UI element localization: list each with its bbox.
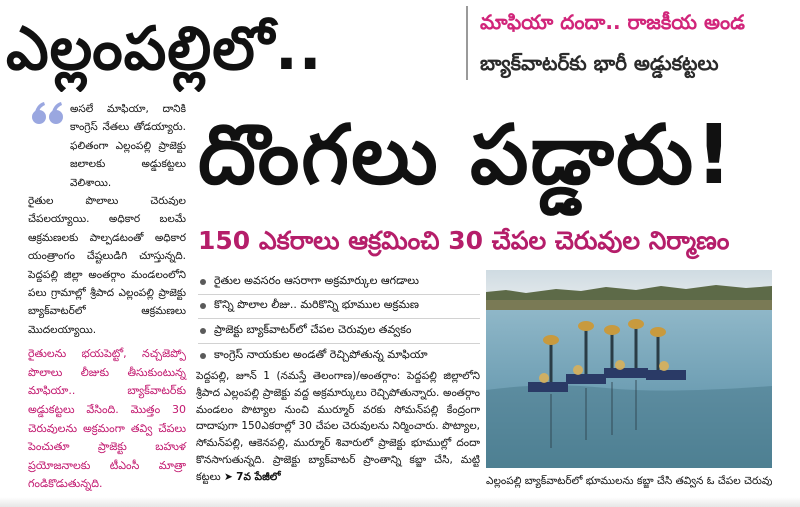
headline-line1: ఎల్లంపల్లిలో.. <box>6 14 323 84</box>
subheadline: బ్యాక్‌వాటర్‌కు భారీ అడ్డుకట్టలు <box>480 51 719 75</box>
bullet-dot-icon <box>200 353 206 359</box>
bullet-text: రైతుల అవసరం ఆసరాగా అక్రమార్కుల ఆగడాలు <box>214 273 419 287</box>
bullet-list <box>198 270 480 370</box>
bullet-item <box>198 344 480 369</box>
bullet-text: కాంగ్రెస్ నాయకుల అండతో రెచ్చిపోతున్న మాఫియా <box>214 347 428 361</box>
page-bottom-edge <box>0 497 800 507</box>
fish-pond-photo <box>486 270 772 468</box>
bullet-item <box>198 270 480 295</box>
bullet-text: కొన్ని పొలాల లీజు.. మరికొన్ని భూముల అక్రమణ <box>214 298 420 312</box>
bullet-item <box>198 319 480 344</box>
left-column <box>28 100 186 500</box>
left-paragraph-1: అసలే మాఫియా, దానికి కాంగ్రెస్ నేతలు తోడయ్యారు. ఫలితంగా ఎల్లంపల్లి ప్రాజెక్టు జలాలకు అడ్డుకట్టలు వెలిశాయి. <box>70 103 186 189</box>
article-body <box>196 368 480 490</box>
bullet-dot-icon <box>200 328 206 334</box>
article-body-text: పెద్దపల్లి, జూన్ 1 (నమస్తే తెలంగాణ)/అంతర్గాం: పెద్దపల్లి జిల్లాలోని శ్రీపాద ఎల్లంపల్లి ప్రాజెక్టు వద్ద అక్రమార్కులు రెచ్చిపోతున్నారు. అంతర్గాం మండలం పొట్యాల నుంచి ముర్మూర్ వరకు సోమన్‌పల్లి కేంద్రంగా దాదాపుగా 150ఎకరాల్లో 30 చేపల చెరువులను నిర్మించారు. పొట్యాల, సోమన్‌పల్లి, ఆకెనపల్లి, ముర్మూర్ శివారులో ప్రాజెక్టు భూముల్లో దందా కొనసాగుతున్నది. ప్రాజెక్టు బ్యాక్‌వాటర్ ప్రాంతాన్ని కబ్జా చేసి, మట్టి కట్టలు <box>196 370 480 483</box>
bullet-dot-icon <box>200 279 206 285</box>
bullet-text: ప్రాజెక్టు బ్యాక్‌వాటర్‌లో చేపల చెరువుల తవ్వకం <box>214 322 412 336</box>
bullet-dot-icon <box>200 303 206 309</box>
continued-arrow-icon: ➤ <box>224 470 233 483</box>
continued-on-page: 7వ పేజీలో <box>236 470 281 483</box>
left-paragraph-3: రైతులను భయపెట్టో, నచ్చజెప్పో పొలాలు లీజుకు తీసుకుంటున్న మాఫియా.. బ్యాక్‌వాటర్‌కు అడ్డుకట్టలు వేసింది. మొత్తం 30 చెరువులను అక్రమంగా తవ్వి చేపలు పెంచుతూ ప్రాజెక్టు బహుళ ప్రయోజనాలకు టీఎంసీ మాత్రా గండికొడుతున్నది. <box>28 347 186 491</box>
left-paragraph-2: రైతుల పొలాలు చెరువుల చేపలయ్యాయి. అధికార బలమే ఆక్రమణలకు పాల్పడటంతో అధికార యంత్రాంగం చేష్టలుడిగి చూస్తున్నది. పెద్దపల్లి జిల్లా అంతర్గాం మండలంలోని పలు గ్రామాల్లో శ్రీపాద ఎల్లంపల్లి ప్రాజెక్టు బ్యాక్‌వాటర్‌లో ఆక్రమణలు మొదలయ్యాయి. <box>28 195 186 336</box>
bullet-item <box>198 295 480 320</box>
headline-divider <box>466 6 468 80</box>
headline-line2: దొంగలు పడ్డారు! <box>198 108 735 203</box>
kicker-text: మాఫియా దందా.. రాజకీయ అండ <box>480 10 745 34</box>
photo-caption: ఎల్లంపల్లి బ్యాక్‌వాటర్‌లో భూములను కబ్జా చేసి తవ్విన ఓ చేపల చెరువు <box>486 475 773 487</box>
deck-line: 150 ఎకరాలు ఆక్రమించి 30 చేపల చెరువుల నిర్మాణం <box>198 226 730 255</box>
